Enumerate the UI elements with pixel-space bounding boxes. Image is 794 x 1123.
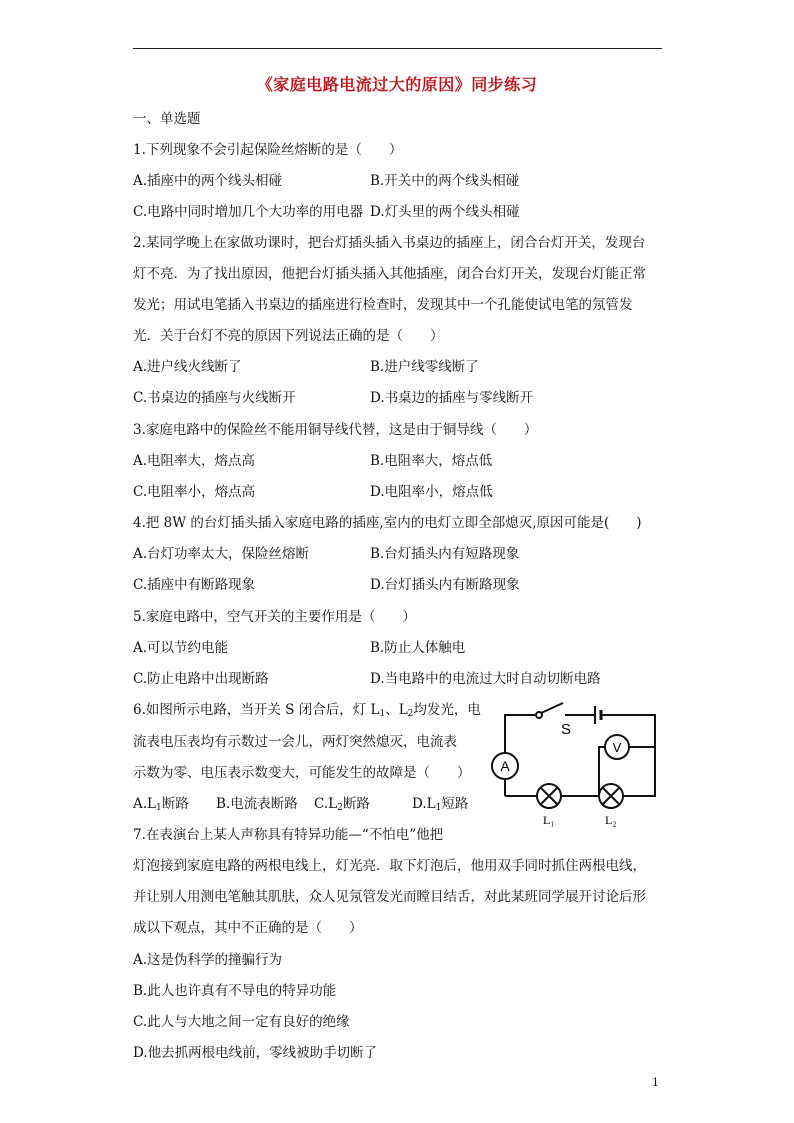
q6-a-post: 断路: [161, 796, 189, 812]
q7-stem-line3: 并让别人用测电笔触其肌肤，众人见氖管发光而瞠目结舌，对此某班同学展开讨论后形: [133, 889, 646, 905]
q2-stem-line2: 灯不亮．为了找出原因，他把台灯插头插入其他插座，闭合台灯开关，发现台灯能正常: [133, 266, 646, 282]
q5-option-d: D.当电路中的电流过大时自动切断电路: [370, 671, 601, 687]
q1-stem: 1.下列现象不会引起保险丝熔断的是（ ）: [133, 142, 403, 158]
q6-option-b: B.电流表断路: [216, 796, 298, 812]
q2-stem-line3: 发光；用试电笔插入书桌边的插座进行检查时，发现其中一个孔能使试电笔的氖管发: [133, 297, 633, 313]
q3-option-d: D.电阻率小，熔点低: [370, 484, 493, 500]
q6-d-post: 短路: [441, 796, 469, 812]
page-title: 《家庭电路电流过大的原因》同步练习: [256, 75, 538, 94]
q2-option-a: A.进户线火线断了: [133, 359, 242, 375]
q2-option-d: D.书桌边的插座与零线断开: [370, 390, 534, 406]
q6-option-a: [133, 795, 189, 817]
q6-stem-line1: [133, 701, 481, 723]
q7-option-a: A.这是伪科学的撞骗行为: [133, 952, 283, 968]
q7-stem-line4: 成以下观点，其中不正确的是（ ）: [133, 920, 363, 936]
page-number: 1: [652, 1076, 659, 1089]
lamp-2-icon: [599, 784, 623, 808]
q6-a-pre: A.L: [133, 796, 157, 812]
q2-stem-line4: 光．关于台灯不亮的原因下列说法正确的是（ ）: [133, 328, 444, 344]
q5-stem: 5.家庭电路中，空气开关的主要作用是（ ）: [133, 609, 416, 625]
q6-stem-line2: 流表电压表均有示数过一会儿，两灯突然熄灭，电流表: [133, 734, 457, 750]
q4-stem: 4.把 8W 的台灯插头插入家庭电路的插座,室内的电灯立即全部熄灭,原因可能是( ): [133, 515, 642, 531]
section-heading: 一、单选题: [133, 111, 201, 127]
q6-stem-mid: 、L: [385, 702, 408, 718]
q5-option-c: C.防止电路中出现断路: [133, 671, 269, 687]
q6-stem-line3: 示数为零、电压表示数变大，可能发生的故障是（ ）: [133, 765, 471, 781]
q7-stem-line2: 灯泡接到家庭电路的两根电线上，灯光亮．取下灯泡后，他用双手同时抓住两根电线，: [133, 858, 646, 874]
q4-option-a: A.台灯功率太大，保险丝熔断: [133, 546, 310, 562]
q6-sub-1: 1: [379, 709, 386, 719]
q4-option-d: D.台灯插头内有断路现象: [370, 577, 520, 593]
switch-label: S: [561, 721, 572, 738]
q1-option-b: B.开关中的两个线头相碰: [370, 173, 520, 189]
q5-option-a: A.可以节约电能: [133, 640, 229, 656]
q2-stem-line1: 2.某同学晚上在家做功课时，把台灯插头插入书桌边的插座上，闭合台灯开关，发现台: [133, 235, 646, 251]
q3-stem: 3.家庭电路中的保险丝不能用铜导线代替，这是由于铜导线（ ）: [133, 422, 538, 438]
q3-option-a: A.电阻率大，熔点高: [133, 453, 256, 469]
q6-c-post: 断路: [342, 796, 370, 812]
q5-option-b: B.防止人体触电: [370, 640, 466, 656]
q2-option-b: B.进户线零线断了: [370, 359, 479, 375]
q7-stem-line1: 7.在表演台上某人声称具有特异功能—“不怕电”他把: [133, 827, 444, 843]
q6-d-sub: 1: [435, 803, 442, 813]
q6-stem-post: 均发光，电: [413, 702, 481, 718]
q6-d-pre: D.L: [412, 796, 436, 812]
voltmeter-label: V: [612, 740, 622, 755]
q6-c-pre: C.L: [314, 796, 338, 812]
q1-option-a: A.插座中的两个线头相碰: [133, 173, 283, 189]
q6-sub-2: 2: [407, 709, 414, 719]
q7-option-c: C.此人与大地之间一定有良好的绝缘: [133, 1014, 350, 1030]
q4-option-b: B.台灯插头内有短路现象: [370, 546, 520, 562]
q1-option-d: D.灯头里的两个线头相碰: [370, 204, 520, 220]
q6-option-c: [314, 795, 370, 817]
q3-option-c: C.电阻率小，熔点高: [133, 484, 256, 500]
header-rule: [133, 48, 662, 49]
lamp-1-icon: [537, 784, 561, 808]
lamp-2-label: L₂: [605, 813, 617, 827]
switch-blade: [541, 703, 563, 713]
q6-a-sub: 1: [156, 803, 162, 813]
circuit-diagram: [485, 700, 665, 830]
q3-option-b: B.电阻率大，熔点低: [370, 453, 493, 469]
q6-c-sub: 2: [337, 803, 343, 813]
lamp-1-label: L₁: [543, 813, 555, 827]
q4-option-c: C.插座中有断路现象: [133, 577, 256, 593]
q7-option-b: B.此人也许真有不导电的特异功能: [133, 983, 337, 999]
q6-option-d: [412, 795, 468, 817]
q1-option-c: C.电路中同时增加几个大功率的用电器: [133, 204, 364, 220]
q2-option-c: C.书桌边的插座与火线断开: [133, 390, 296, 406]
q6-stem-pre: 6.如图所示电路，当开关 S 闭合后，灯 L: [133, 702, 380, 718]
ammeter-label: A: [500, 758, 510, 774]
q7-option-d: D.他去抓两根电线前，零线被助手切断了: [133, 1045, 378, 1061]
